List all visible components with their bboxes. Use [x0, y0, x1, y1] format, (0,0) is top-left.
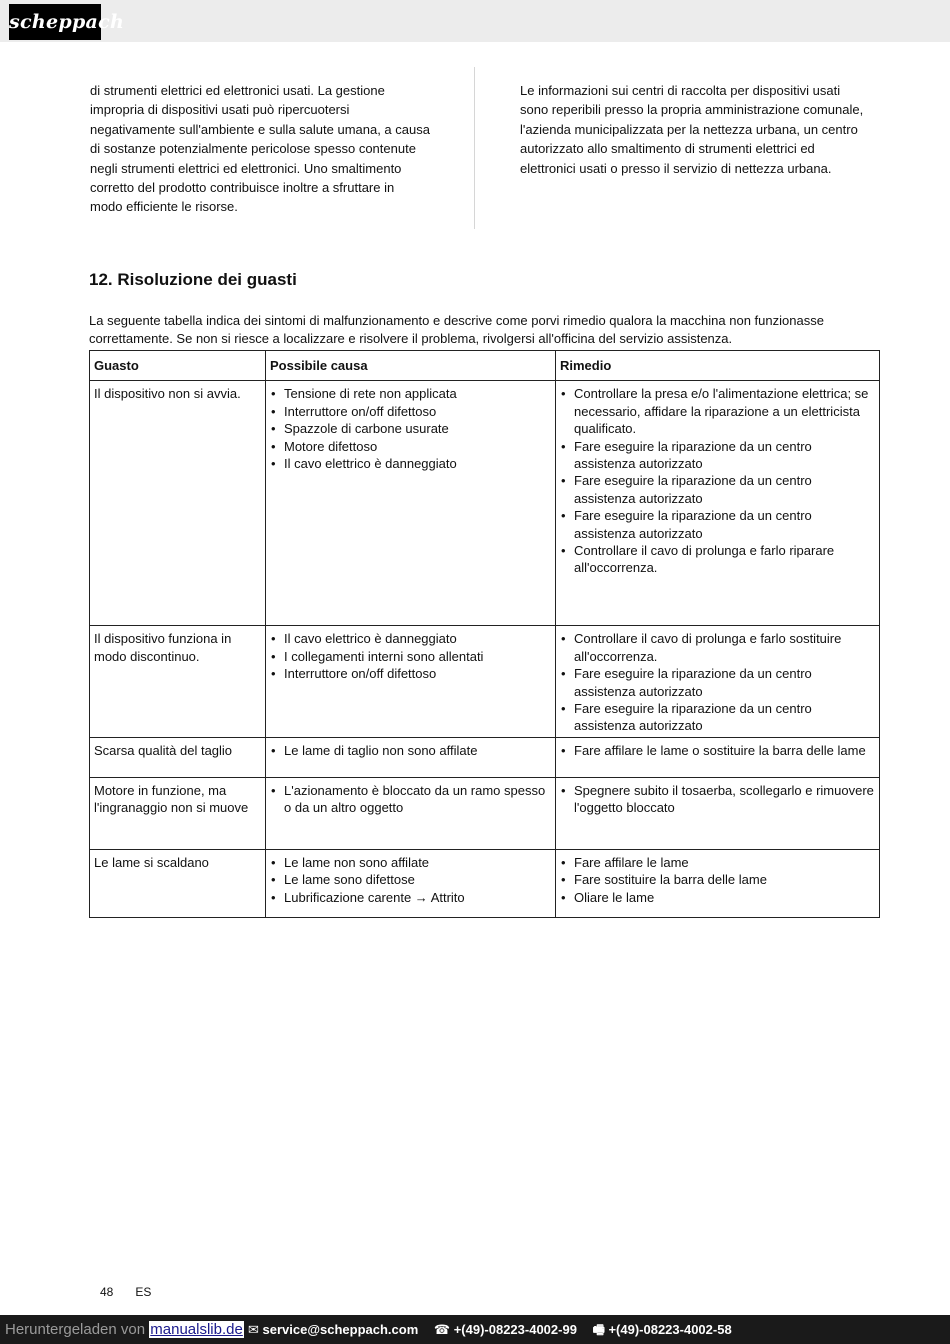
- remedy-cell: [556, 626, 880, 737]
- remedy-cell: [556, 381, 880, 626]
- remedy-cell: [556, 737, 880, 777]
- list-item: • Le lame sono difettose: [270, 871, 551, 888]
- list-item: • Spazzole di carbone usurate: [270, 420, 551, 437]
- download-prefix: Heruntergeladen von: [5, 1321, 146, 1338]
- cause-cell: [266, 737, 556, 777]
- list-item: • I collegamenti interni sono allentati: [270, 648, 551, 665]
- list-item: • Il cavo elettrico è danneggiato: [270, 455, 551, 472]
- list-item: • Oliare le lame: [560, 889, 875, 906]
- fault-cell: Il dispositivo funziona in modo discontinuo.: [90, 626, 266, 737]
- list-item: • Fare eseguire la riparazione da un centro assistenza autorizzato: [560, 665, 875, 700]
- list-item: • Controllare il cavo di prolunga e farlo sostituire all'occorrenza.: [560, 630, 875, 665]
- service-email: ✉ service@scheppach.com: [248, 1322, 419, 1337]
- table-row: [90, 737, 880, 777]
- remedy-cell: [556, 849, 880, 917]
- header-fault: Guasto: [90, 351, 266, 381]
- page-number: [100, 1285, 173, 1299]
- scheppach-logo: scheppach: [9, 4, 101, 40]
- header-bar: [0, 0, 950, 42]
- table-row: [90, 381, 880, 626]
- page-number-value: 48: [100, 1285, 114, 1299]
- table-row: [90, 849, 880, 917]
- fault-cell: Scarsa qualità del taglio: [90, 737, 266, 777]
- header-remedy: Rimedio: [556, 351, 880, 381]
- header-cause: Possibile causa: [266, 351, 556, 381]
- fax-number: 🖷 +(49)-08223-4002-58: [592, 1322, 732, 1337]
- cause-cell: [266, 777, 556, 849]
- list-item: • Fare eseguire la riparazione da un centro assistenza autorizzato: [560, 700, 875, 735]
- fault-cell: Le lame si scaldano: [90, 849, 266, 917]
- section-description: La seguente tabella indica dei sintomi di malfunzionamento e descrive come porvi rimedio qualora la macchina non funzionasse correttamente. Se non si riesce a localizzare e risolvere il problema, rivolgersi all'officina del servizio assistenza.: [89, 313, 824, 346]
- list-item: • Fare eseguire la riparazione da un centro assistenza autorizzato: [560, 472, 875, 507]
- list-item: • Fare affilare le lame: [560, 854, 875, 871]
- list-item: • L'azionamento è bloccato da un ramo spesso o da un altro oggetto: [270, 782, 551, 817]
- manualslib-link[interactable]: manualslib.de: [150, 1321, 243, 1338]
- contact-info: [248, 1315, 744, 1344]
- list-item: • Lubrificazione carente → Attrito: [270, 889, 551, 906]
- list-item: • Le lame non sono affilate: [270, 854, 551, 871]
- list-item: • Controllare la presa e/o l'alimentazione elettrica; se necessario, affidare la riparazione a un elettricista qualificato.: [560, 385, 875, 437]
- page-language: ES: [135, 1285, 152, 1299]
- list-item: • Tensione di rete non applicata: [270, 385, 551, 402]
- fault-cell: Il dispositivo non si avvia.: [90, 381, 266, 626]
- table-header-row: [90, 351, 880, 381]
- table-row: [90, 626, 880, 737]
- fault-cell: Motore in funzione, ma l'ingranaggio non si muove: [90, 777, 266, 849]
- list-item: • Interruttore on/off difettoso: [270, 403, 551, 420]
- section-title: 12. Risoluzione dei guasti: [89, 270, 297, 289]
- table-row: [90, 777, 880, 849]
- column-divider: [474, 67, 475, 229]
- troubleshooting-table: [89, 350, 880, 918]
- cause-cell: [266, 849, 556, 917]
- list-item: • Fare eseguire la riparazione da un centro assistenza autorizzato: [560, 438, 875, 473]
- cause-cell: [266, 626, 556, 737]
- list-item: • Il cavo elettrico è danneggiato: [270, 630, 551, 647]
- phone-number: ☎ +(49)-08223-4002-99: [433, 1322, 577, 1337]
- list-item: • Fare eseguire la riparazione da un centro assistenza autorizzato: [560, 507, 875, 542]
- list-item: • Spegnere subito il tosaerba, scollegarlo e rimuovere l'oggetto bloccato: [560, 782, 875, 817]
- list-item: • Motore difettoso: [270, 438, 551, 455]
- remedy-cell: [556, 777, 880, 849]
- list-item: • Fare affilare le lame o sostituire la barra delle lame: [560, 742, 875, 759]
- cause-cell: [266, 381, 556, 626]
- footer-bar: [0, 1315, 950, 1344]
- list-item: • Le lame di taglio non sono affilate: [270, 742, 551, 759]
- intro-text-left: di strumenti elettrici ed elettronici usati. La gestione impropria di dispositivi usati può ripercuotersi negativamente sull'ambiente e sulla salute umana, a causa di sostanze potenzialmente pericolose spesso contenute negli strumenti elettrici ed elettronici. Uno smaltimento corretto del prodotto contribuisce inoltre a sfruttare in modo efficiente le risorse.: [90, 83, 430, 215]
- list-item: • Fare sostituire la barra delle lame: [560, 871, 875, 888]
- list-item: • Controllare il cavo di prolunga e farlo riparare all'occorrenza.: [560, 542, 875, 577]
- list-item: • Interruttore on/off difettoso: [270, 665, 551, 682]
- download-notice: [5, 1315, 244, 1344]
- intro-text-right: Le informazioni sui centri di raccolta per dispositivi usati sono reperibili presso la propria amministrazione comunale, l'azienda municipalizzata per la nettezza urbana, un centro autorizzato allo smaltimento di strumenti elettrici ed elettronici usati o presso il servizio di nettezza urbana.: [520, 83, 864, 176]
